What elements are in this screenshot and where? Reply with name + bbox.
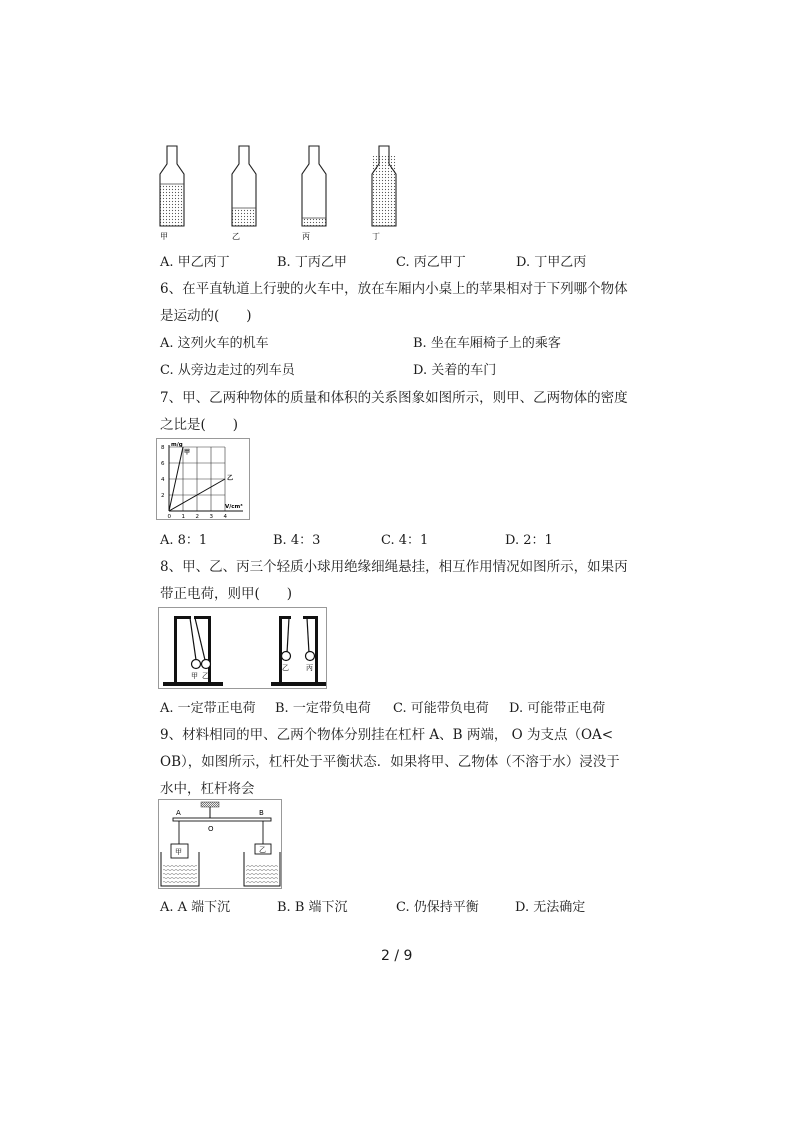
q9-option-d: D. 无法确定 — [515, 900, 586, 915]
q6-stem-line2: 是运动的( ) — [160, 308, 252, 324]
q8-option-c: C. 可能带负电荷 — [393, 701, 489, 716]
fulcrum-label-o: O — [208, 825, 214, 833]
y-axis-label: m/g — [171, 442, 183, 448]
q6-option-a: A. 这列火车的机车 — [160, 336, 269, 351]
q8-option-a: A. 一定带正电荷 — [160, 701, 256, 716]
bottle-ding — [372, 146, 396, 226]
q9-option-c: C. 仍保持平衡 — [396, 900, 479, 915]
bottle-jia — [160, 146, 184, 226]
q8-option-d: D. 可能带正电荷 — [509, 701, 606, 716]
left-stand — [163, 616, 223, 686]
q8-stem-line1: 8、甲、乙、丙三个轻质小球用绝缘细绳悬挂，相互作用情况如图所示，如果丙 — [160, 559, 628, 575]
ball-label-bing: 丙 — [306, 664, 313, 672]
q5-option-b: B. 丁丙乙甲 — [277, 255, 347, 270]
q9-stem-line3: 水中，杠杆将会 — [160, 781, 255, 797]
bottle-yi — [232, 146, 256, 226]
page-number: 2 / 9 — [381, 948, 413, 964]
bottle-bing — [302, 146, 326, 226]
y-tick-label: 2 — [161, 493, 165, 499]
ball-yi — [202, 660, 211, 669]
lever-label-a: A — [176, 809, 181, 817]
q7-stem-line2: 之比是( ) — [160, 417, 239, 433]
q9-stem-line2: OB），如图所示，杠杆处于平衡状态．如果将甲、乙物体（不溶于水）浸没于 — [160, 754, 620, 770]
ball-yi-2 — [282, 652, 291, 661]
bottles-figure — [150, 140, 400, 242]
q5-option-a: A. 甲乙丙丁 — [160, 255, 230, 270]
bottle-label-bing: 丙 — [302, 232, 310, 241]
mass-volume-chart — [156, 438, 250, 520]
x-tick-label: 2 — [195, 514, 199, 520]
q7-stem-line1: 7、甲、乙两种物体的质量和体积的关系图象如图所示，则甲、乙两物体的密度 — [160, 390, 628, 406]
water-left — [163, 863, 197, 885]
q7-option-a: A. 8：1 — [160, 533, 208, 548]
bottle-label-jia: 甲 — [160, 232, 168, 241]
q5-option-d: D. 丁甲乙丙 — [516, 255, 587, 270]
q8-stem-line2: 带正电荷，则甲( ) — [160, 586, 293, 602]
ball-label-jia: 甲 — [191, 672, 198, 680]
x-tick-label: 0 — [167, 514, 171, 520]
ball-label-yi: 乙 — [202, 672, 209, 680]
q8-option-b: B. 一定带负电荷 — [275, 701, 371, 716]
q5-option-c: C. 丙乙甲丁 — [396, 255, 466, 270]
q9-option-b: B. B 端下沉 — [277, 900, 348, 915]
series-label-1: 乙 — [227, 475, 234, 482]
q6-option-b: B. 坐在车厢椅子上的乘客 — [413, 336, 561, 351]
lever-bar — [173, 818, 271, 821]
x-axis-label: V/cm³ — [225, 504, 243, 510]
q9-stem-line1: 9、材料相同的甲、乙两个物体分别挂在杠杆 A、B 两端， O 为支点（OA< — [160, 727, 614, 743]
ball-bing — [306, 652, 315, 661]
q7-option-c: C. 4：1 — [381, 533, 429, 548]
water-right — [246, 863, 278, 885]
right-stand — [271, 616, 327, 686]
q7-option-d: D. 2：1 — [505, 533, 553, 548]
block-label-yi: 乙 — [259, 846, 266, 854]
lever-figure — [158, 799, 282, 889]
lever-label-b: B — [259, 809, 264, 817]
bottle-label-ding: 丁 — [372, 232, 380, 241]
x-tick-label: 3 — [209, 514, 213, 520]
y-tick-label: 6 — [161, 461, 165, 467]
q6-option-c: C. 从旁边走过的列车员 — [160, 363, 295, 378]
hanging-balls-figure — [158, 607, 327, 689]
ceiling-mount — [201, 802, 219, 807]
q9-option-a: A. A 端下沉 — [160, 900, 231, 915]
q6-option-d: D. 关着的车门 — [413, 363, 497, 378]
series-label-0: 甲 — [184, 449, 191, 456]
y-tick-label: 8 — [161, 445, 165, 451]
block-label-jia: 甲 — [175, 848, 182, 856]
q6-stem-line1: 6、在平直轨道上行驶的火车中，放在车厢内小桌上的苹果相对于下列哪个物体 — [160, 281, 628, 297]
x-tick-label: 1 — [181, 514, 185, 520]
chart-grid — [169, 447, 225, 511]
x-tick-label: 4 — [223, 514, 227, 520]
bottle-label-yi: 乙 — [232, 232, 240, 241]
q7-option-b: B. 4：3 — [273, 533, 321, 548]
ball-jia — [192, 660, 201, 669]
ball-label-yi-2: 乙 — [282, 664, 289, 672]
y-tick-label: 4 — [161, 477, 165, 483]
